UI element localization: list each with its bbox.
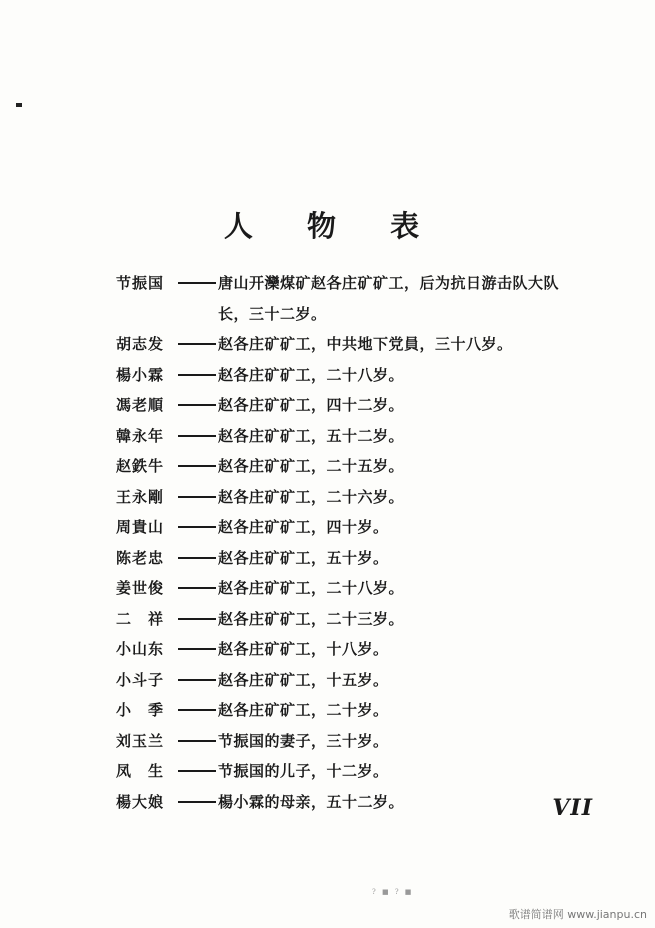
- cast-entry: [116, 390, 616, 421]
- cast-entry: [116, 634, 616, 665]
- character-description: 赵各庄矿矿工，五十二岁。: [218, 426, 405, 445]
- character-name: 周貴山: [116, 518, 165, 536]
- cast-entry: [116, 421, 616, 452]
- character-name: 刘玉兰: [116, 731, 165, 750]
- footer-mark: ? ■ ? ■: [372, 888, 414, 896]
- dash-separator: [178, 512, 218, 543]
- dash-separator: [178, 329, 218, 360]
- character-description: 赵各庄矿矿工，二十岁。: [218, 701, 389, 719]
- character-description: 赵各庄矿矿工，二十三岁。: [218, 609, 405, 628]
- margin-mark: [16, 103, 22, 107]
- character-name: 小山东: [116, 640, 165, 658]
- character-description: 赵各庄矿矿工，十八岁。: [218, 640, 389, 658]
- character-name: 胡志发: [116, 335, 165, 353]
- character-description: 赵各庄矿矿工，四十岁。: [218, 518, 389, 536]
- dash-separator: [178, 482, 218, 513]
- dash-separator: [178, 421, 218, 452]
- character-description: 赵各庄矿矿工，二十五岁。: [218, 457, 405, 475]
- cast-entry: [116, 482, 616, 513]
- cast-entry: [116, 695, 616, 726]
- character-name: 小 季: [116, 701, 165, 719]
- character-name: 姜世俊: [116, 579, 165, 597]
- cast-entry: [116, 787, 616, 818]
- character-description: 节振国的儿子，十二岁。: [218, 762, 389, 780]
- cast-entry: [116, 451, 616, 482]
- character-name: 陈老忠: [116, 548, 165, 567]
- cast-entry: [116, 726, 616, 757]
- character-description: [218, 268, 598, 329]
- dash-separator: [178, 543, 218, 574]
- dash-separator: [178, 360, 218, 391]
- cast-entry: [116, 512, 616, 543]
- character-name: 馮老順: [116, 396, 165, 414]
- page-title: 人 物 表: [223, 209, 442, 243]
- cast-entry: [116, 665, 616, 696]
- dash-separator: [178, 451, 218, 482]
- cast-entry: [116, 756, 616, 787]
- dash-separator: [178, 665, 218, 696]
- dash-separator: [178, 756, 218, 787]
- character-description: 赵各庄矿矿工，十五岁。: [218, 670, 389, 689]
- dash-separator: [178, 604, 218, 635]
- character-name: 凤 生: [116, 762, 165, 780]
- character-name: 二 祥: [116, 609, 165, 628]
- character-description-continuation: 长，三十二岁。: [218, 304, 327, 323]
- cast-entry: [116, 360, 616, 391]
- dash-separator: [178, 787, 218, 818]
- character-name: 赵鉄牛: [116, 457, 165, 475]
- character-name: 韓永年: [116, 426, 165, 445]
- character-name: 王永剛: [116, 487, 165, 506]
- dash-separator: [178, 390, 218, 421]
- watermark-text: 歌谱简谱网 www.jianpu.cn: [508, 908, 647, 921]
- cast-entry: [116, 329, 616, 360]
- character-name: 节振国: [116, 274, 165, 292]
- character-description: 赵各庄矿矿工，二十八岁。: [218, 365, 405, 384]
- character-description: 赵各庄矿矿工，五十岁。: [218, 548, 389, 567]
- character-name: 楊大娘: [116, 792, 165, 811]
- character-name: 小斗子: [116, 670, 165, 689]
- cast-entry: [116, 573, 616, 604]
- character-description: 赵各庄矿矿工，中共地下党員，三十八岁。: [218, 335, 513, 353]
- cast-entry: [116, 268, 616, 329]
- cast-list: [116, 268, 616, 817]
- character-description: 楊小霖的母亲，五十二岁。: [218, 792, 405, 811]
- character-description-line: 唐山开灤煤矿赵各庄矿矿工，后为抗日游击队大队: [218, 274, 560, 292]
- character-name: 楊小霖: [116, 365, 165, 384]
- character-description: 赵各庄矿矿工，二十六岁。: [218, 487, 405, 506]
- character-description: 节振国的妻子，三十岁。: [218, 731, 389, 750]
- cast-entry: [116, 604, 616, 635]
- dash-separator: [178, 268, 218, 299]
- dash-separator: [178, 634, 218, 665]
- dash-separator: [178, 573, 218, 604]
- dash-separator: [178, 695, 218, 726]
- character-description: 赵各庄矿矿工，四十二岁。: [218, 396, 405, 414]
- page-number: VII: [552, 795, 593, 821]
- dash-separator: [178, 726, 218, 757]
- character-description: 赵各庄矿矿工，二十八岁。: [218, 579, 405, 597]
- cast-entry: [116, 543, 616, 574]
